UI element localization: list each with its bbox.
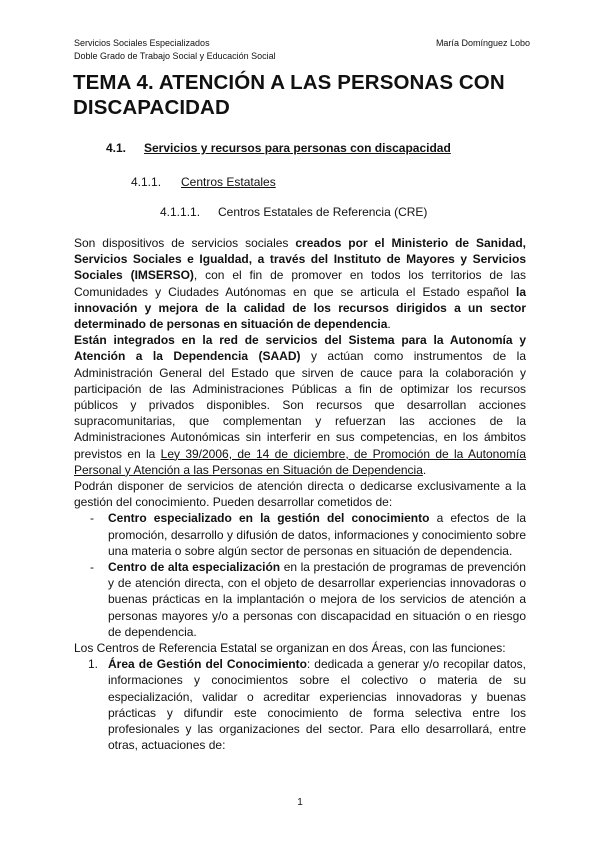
- bold-run: Centro de alta especialización: [108, 560, 281, 575]
- section-title: Servicios y recursos para personas con discapacidad: [144, 141, 451, 155]
- section-heading: [106, 141, 451, 155]
- running-header-line1: [74, 37, 530, 49]
- list-marker: -: [90, 560, 94, 575]
- list-item: [74, 510, 526, 559]
- subsubsection-number: 4.1.1.1.: [160, 205, 201, 219]
- list-item: [74, 656, 526, 753]
- subsection-number: 4.1.1.: [131, 175, 162, 189]
- text-run: .: [422, 462, 427, 477]
- body-text: [74, 235, 526, 754]
- text-run: en la prestación de programas de prevención y de atención directa, con el objeto de desarrollar experiencias innovadoras o buenas prácticas en la implantación o mejora de los servicios de atención a personas mayores y/o a personas con discapacidad en situación o en riesgo de dependencia.: [108, 560, 526, 639]
- paragraph-saad: [74, 332, 526, 478]
- paragraph-definition: [74, 235, 526, 332]
- header-degree: Doble Grado de Trabajo Social y Educación Social: [74, 51, 276, 61]
- list-marker: 1.: [88, 657, 99, 672]
- running-header-line2: [74, 50, 530, 62]
- text-run: , con el fin de promover en todos los territorios de las Comunidades y Ciudades Autónomas en que se articula el Estado español: [74, 268, 526, 299]
- page-number: 1: [297, 797, 303, 808]
- law-reference: Ley 39/2006, de 14 de diciembre, de Promoción de la Autonomía Personal y Atención a las Personas en Situación de Dependencia: [74, 446, 527, 477]
- subsection-heading: [131, 175, 276, 189]
- subsubsection-title: Centros Estatales de Referencia (CRE): [218, 205, 428, 219]
- subsubsection-heading: [160, 205, 427, 219]
- list-item: [74, 559, 526, 640]
- paragraph-areas-intro: Los Centros de Referencia Estatal se organizan en dos Áreas, con las funciones:: [74, 641, 506, 656]
- document-title: TEMA 4. ATENCIÓN A LAS PERSONAS CON DISCAPACIDAD: [73, 71, 505, 119]
- text-run: : dedicada a generar y/o recopilar datos, informaciones y conocimientos sobre el colectivo o materia de su especialización, validar o acreditar experiencias innovadoras y buenas prácticas y difundir este conocimiento de forma selectiva entre los profesionales y las organizaciones del sector. Para ello desarrollará, entre otras, actuaciones de:: [108, 657, 526, 753]
- bullet-list: [74, 510, 526, 640]
- text-run: a efectos de la promoción, desarrollo y difusión de datos, informaciones y conocimiento sobre una materia o sobre algún sector de personas en situación de dependencia.: [108, 511, 527, 558]
- bold-run: creados por el Ministerio de Sanidad, Servicios Sociales e Igualdad, a través del Instituto de Mayores y Servicios Sociales (IMSERSO): [74, 236, 527, 283]
- bold-run: la innovación y mejora de la calidad de los recursos dirigidos a un sector determinado de personas en situación de dependencia: [74, 284, 526, 332]
- text-run: .: [387, 317, 391, 332]
- bold-run: Área de Gestión del Conocimiento: [108, 657, 307, 672]
- header-course: Servicios Sociales Especializados: [74, 38, 210, 48]
- section-number: 4.1.: [106, 141, 127, 155]
- numbered-list: [74, 656, 526, 753]
- text-run: Son dispositivos de servicios sociales: [74, 236, 296, 250]
- header-author: María Domínguez Lobo: [435, 38, 530, 48]
- list-marker: -: [90, 511, 94, 526]
- bold-run: Centro especializado en la gestión del conocimiento: [108, 511, 430, 526]
- bold-run: Están integrados en la red de servicios del Sistema para la Autonomía y Atención a la Dependencia (SAAD): [74, 333, 526, 364]
- text-run: y actúan como instrumentos de la Administración General del Estado que sirven de cauce para la colaboración y participación de las Administraciones Públicas a fin de optimizar los recursos públicos y privados disponibles. Son recursos que desarrollan acciones supracomunitarias, que complementan y refuerzan las acciones de la Administraciones Autonómicas sin interferir en sus competencias, en los ámbitos previstos en la: [74, 349, 526, 461]
- subsection-title: Centros Estatales: [181, 175, 276, 189]
- paragraph-services: Podrán disponer de servicios de atención directa o dedicarse exclusivamente a la gestión del conocimiento. Pueden desarrollar cometidos de:: [74, 479, 526, 510]
